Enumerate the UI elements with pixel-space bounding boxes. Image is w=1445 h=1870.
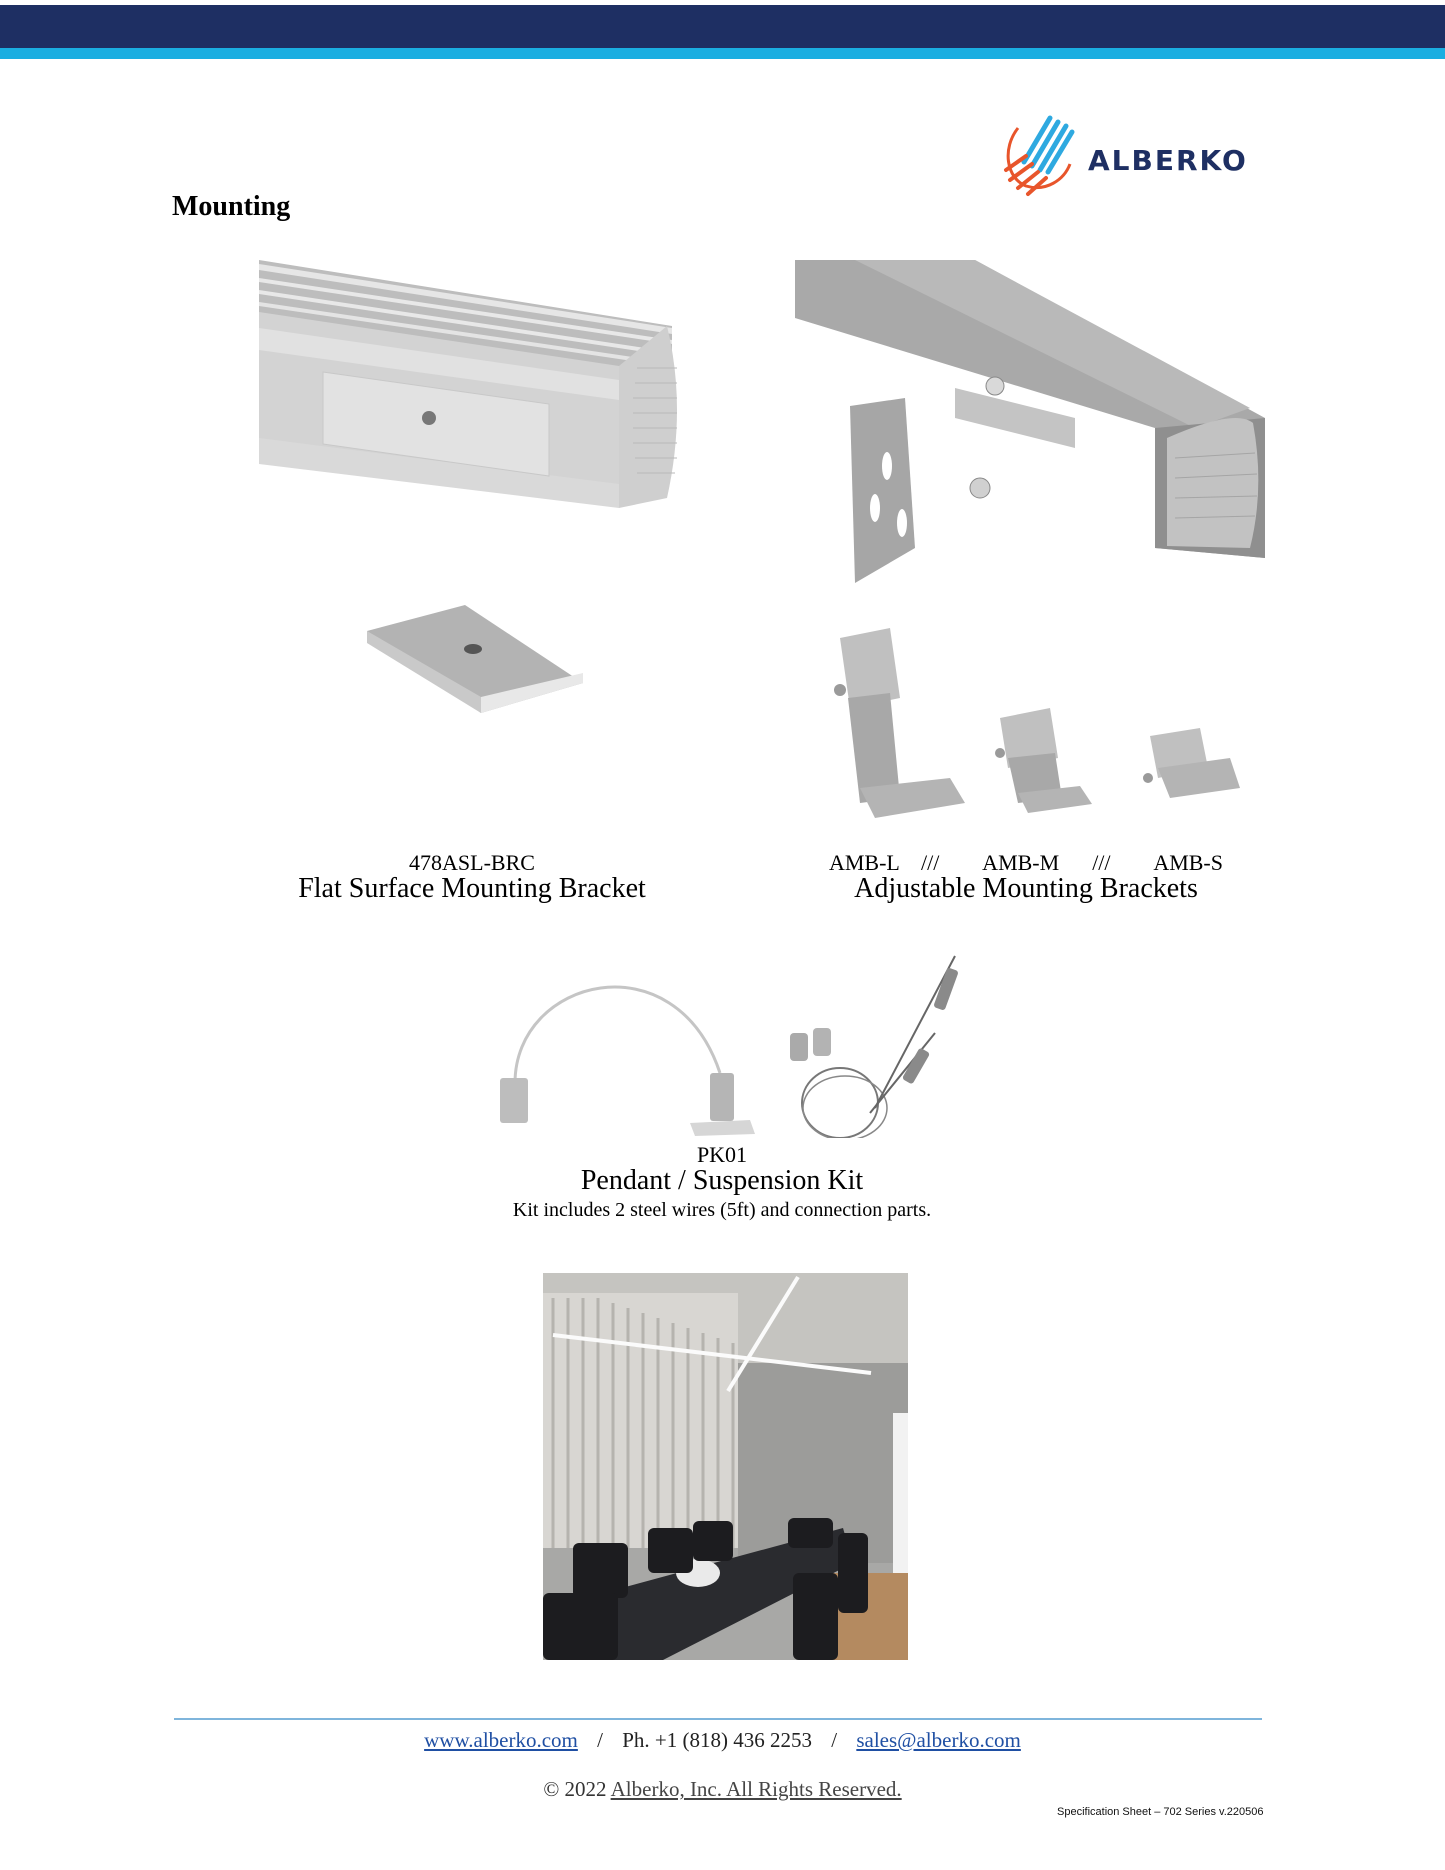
footer-divider <box>174 1718 1262 1720</box>
header-band-light <box>0 48 1445 59</box>
profile-with-flat-bracket-image <box>257 258 677 514</box>
product-title-flat-bracket: Flat Surface Mounting Bracket <box>298 873 646 904</box>
product-description-pendant-kit: Kit includes 2 steel wires (5ft) and connection parts. <box>512 1199 932 1221</box>
section-title: Mounting <box>172 191 291 222</box>
footer-contact-line <box>0 1728 1445 1753</box>
copyright-year: © 2022 <box>543 1777 607 1801</box>
product-codes-amb: AMB-L /// AMB-M /// AMB-S <box>828 850 1223 875</box>
flat-bracket-478asl-brc-image <box>365 603 587 715</box>
product-title-adjustable-brackets: Adjustable Mounting Brackets <box>854 873 1198 904</box>
installation-photo-conference-room <box>543 1273 908 1660</box>
brand-name: ALBERKO <box>1088 144 1248 177</box>
adjustable-brackets-amb-l-m-s-image <box>830 628 1240 818</box>
website-link[interactable]: www.alberko.com <box>424 1728 578 1752</box>
footer-separator: / <box>831 1728 838 1752</box>
product-code-pk01: PK01 <box>696 1142 748 1167</box>
header-band-dark <box>0 5 1445 48</box>
product-code-478asl-brc: 478ASL-BRC <box>409 850 535 875</box>
copyright-company-link[interactable]: Alberko, Inc. All Rights Reserved. <box>610 1777 902 1801</box>
phone-number: Ph. +1 (818) 436 2253 <box>622 1728 812 1752</box>
product-title-pendant-kit: Pendant / Suspension Kit <box>580 1165 864 1196</box>
spec-sheet-label: Specification Sheet – 702 Series v.220506 <box>1057 1806 1264 1818</box>
alberko-logo-mark-icon <box>996 108 1086 198</box>
copyright-line <box>0 1777 1445 1802</box>
profile-with-adjustable-bracket-image <box>795 258 1270 583</box>
pendant-suspension-kit-image <box>495 948 970 1138</box>
email-link[interactable]: sales@alberko.com <box>856 1728 1021 1752</box>
footer-separator: / <box>597 1728 603 1752</box>
